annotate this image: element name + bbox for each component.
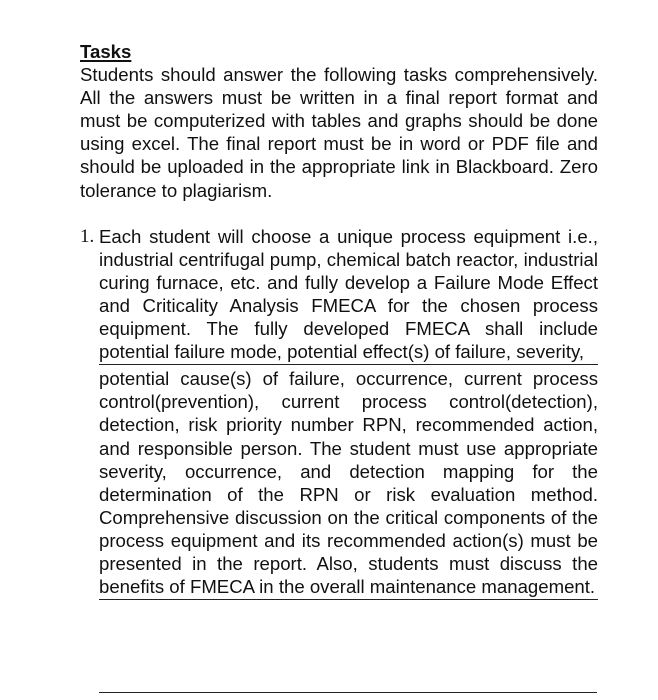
- section-heading: Tasks: [80, 41, 132, 62]
- task-number: 1.: [80, 225, 95, 247]
- blank-answer-line: [99, 692, 597, 693]
- task-text-part-2: potential cause(s) of failure, occurrence, current process control(prevention), current process control(detection), detection, risk priority number RPN, recommended action, and responsible person. The student must use appropriate severity, occurrence, and detection mapping for the determination of the RPN or risk evaluation method. Comprehensive discussion on the critical components of the process equipment and its recommended action(s) must be presented in the report. Also, students must discuss the benefits of FMECA in the overall maintenance management.: [99, 367, 598, 600]
- document-page: [80, 40, 598, 600]
- task-item: [80, 225, 598, 601]
- intro-paragraph: Students should answer the following tasks comprehensively. All the answers must be written in a final report format and must be computerized with tables and graphs should be done using excel. The final report must be in word or PDF file and should be uploaded in the appropriate link in Blackboard. Zero tolerance to plagiarism.: [80, 64, 598, 201]
- task-text-part-1: Each student will choose a unique process equipment i.e., industrial centrifugal pump, chemical batch reactor, industrial curing furnace, etc. and fully develop a Failure Mode Effect and Criticality Analysis FMECA for the chosen process equipment. The fully developed FMECA shall include potential failure mode, potential effect(s) of failure, severity,: [99, 225, 598, 366]
